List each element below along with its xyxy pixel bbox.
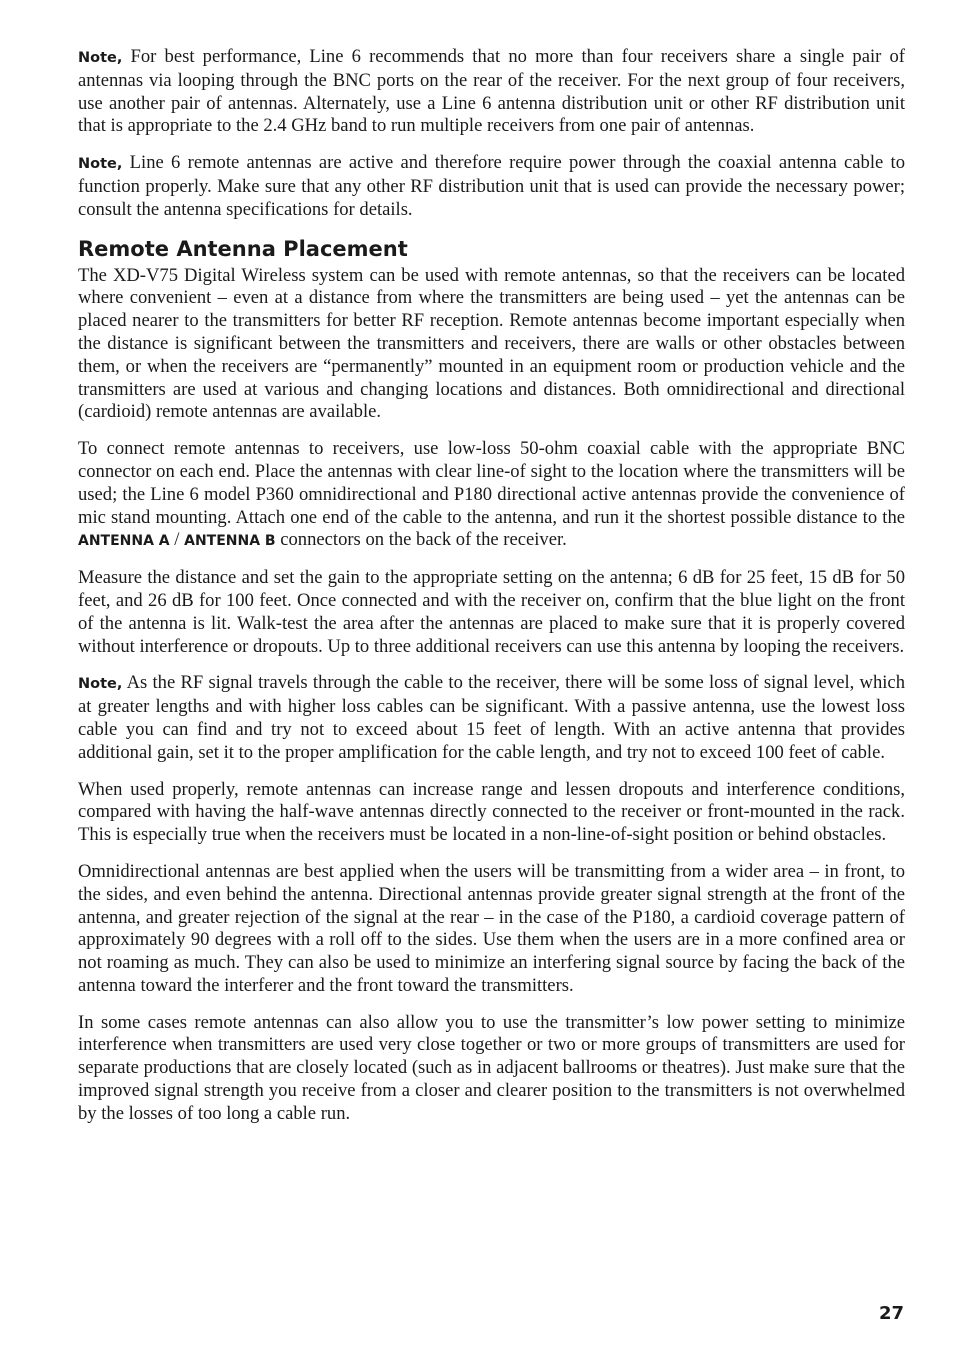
connector-label-antenna-a: ANTENNA A [78, 533, 170, 550]
body-paragraph-2 [78, 438, 905, 553]
body-paragraph-1: The XD-V75 Digital Wireless system can be used with remote antennas, so that the receivers can be located where convenient – even at a distance from where the transmitters are being used – yet the antennas can be placed nearer to the transmitters for better RF reception. Remote antennas become important especially when the distance is significant between the transmitters and receivers, there are walls or other obstacles between them, or when the receivers are “permanently” mounted in an equipment room or production vehicle and the transmitters are used at various and changing locations and distances. Both omnidirectional and directional (cardioid) remote antennas are available. [78, 264, 905, 423]
connector-label-antenna-b: ANTENNA B [184, 533, 276, 550]
body-paragraph-3: Measure the distance and set the gain to the appropriate setting on the antenna; 6 dB for 25 feet, 15 dB for 50 feet, and 26 dB for 100 feet. Once connected and with the receiver on, confirm that the blue light on the front of the antenna is lit. Walk-test the area after the antennas are placed to make sure that it is properly covered without interference or dropouts. Up to three additional receivers can use this antenna by looping the receivers. [78, 567, 905, 657]
note-paragraph-3 [78, 672, 905, 764]
connector-separator: / [169, 529, 185, 551]
note-label: Note, [78, 156, 123, 173]
note-paragraph-1 [78, 46, 905, 138]
body-paragraph-5: Omnidirectional antennas are best applied when the users will be transmitting from a wider area – in front, to the sides, and even behind the antenna. Directional antennas provide greater signal strength at the front of the antenna, and greater rejection of the signal at the rear – in the case of the P180, a cardioid coverage pattern of approximately 90 degrees with a roll off to the sides. Use them when the users are in a more confined area or not roaming as much. They can also be used to minimize an interfering signal source by facing the back of the antenna toward the interferer and the front toward the transmitters. [78, 860, 905, 996]
paragraph-text: To connect remote antennas to receivers, use low-loss 50-ohm coaxial cable with the appropriate BNC connector on each end. Place the antennas with clear line-of sight to the location where the transmitters will be used; the Line 6 model P360 omnidirectional and P180 directional active antennas provide the convenience of mic stand mounting. Attach one end of the cable to the antenna, and run it the shortest possible distance to the [78, 438, 905, 528]
note-text: For best performance, Line 6 recommends that no more than four receivers share a single pair of antennas via looping through the BNC ports on the rear of the receiver. For the next group of four receivers, use another pair of antennas. Alternately, use a Line 6 antenna distribution unit or other RF distribution unit that is appropriate to the 2.4 GHz band to run multiple receivers from one pair of antennas. [78, 46, 905, 137]
page-number: 27 [878, 1303, 904, 1324]
paragraph-text: connectors on the back of the receiver. [275, 529, 567, 551]
section-heading: Remote Antenna Placement [78, 236, 408, 261]
body-paragraph-6: In some cases remote antennas can also allow you to use the transmitter’s low power setting to minimize interference when transmitters are used very close together or two or more groups of transmitters are used for separate productions that are closely located (such as in adjacent ballrooms or theatres). Just make sure that the improved signal strength you receive from a closer and clearer position to the transmitters is not overwhelmed by the losses of too long a cable run. [78, 1011, 905, 1124]
page-content [78, 46, 905, 1140]
note-paragraph-2 [78, 152, 905, 221]
note-label: Note, [78, 676, 123, 693]
note-label: Note, [78, 50, 123, 66]
note-text: As the RF signal travels through the cable to the receiver, there will be some loss of signal level, which at greater lengths and with higher loss cables can be significant. With a passive antenna, use the lowest loss cable you can find and try not to exceed about 15 feet of length. With an active antenna that provides additional gain, set it to the proper amplification for the cable length, and try not to exceed 100 feet of cable. [78, 672, 905, 763]
body-paragraph-4: When used properly, remote antennas can increase range and lessen dropouts and interference conditions, compared with having the half-wave antennas directly connected to the receiver or front-mounted in the rack. This is especially true when the receivers must be located in a non-line-of-sight position or behind obstacles. [78, 778, 905, 846]
note-text: Line 6 remote antennas are active and therefore require power through the coaxial antenna cable to function properly. Make sure that any other RF distribution unit that is used can provide the necessary power; consult the antenna specifications for details. [78, 152, 905, 220]
